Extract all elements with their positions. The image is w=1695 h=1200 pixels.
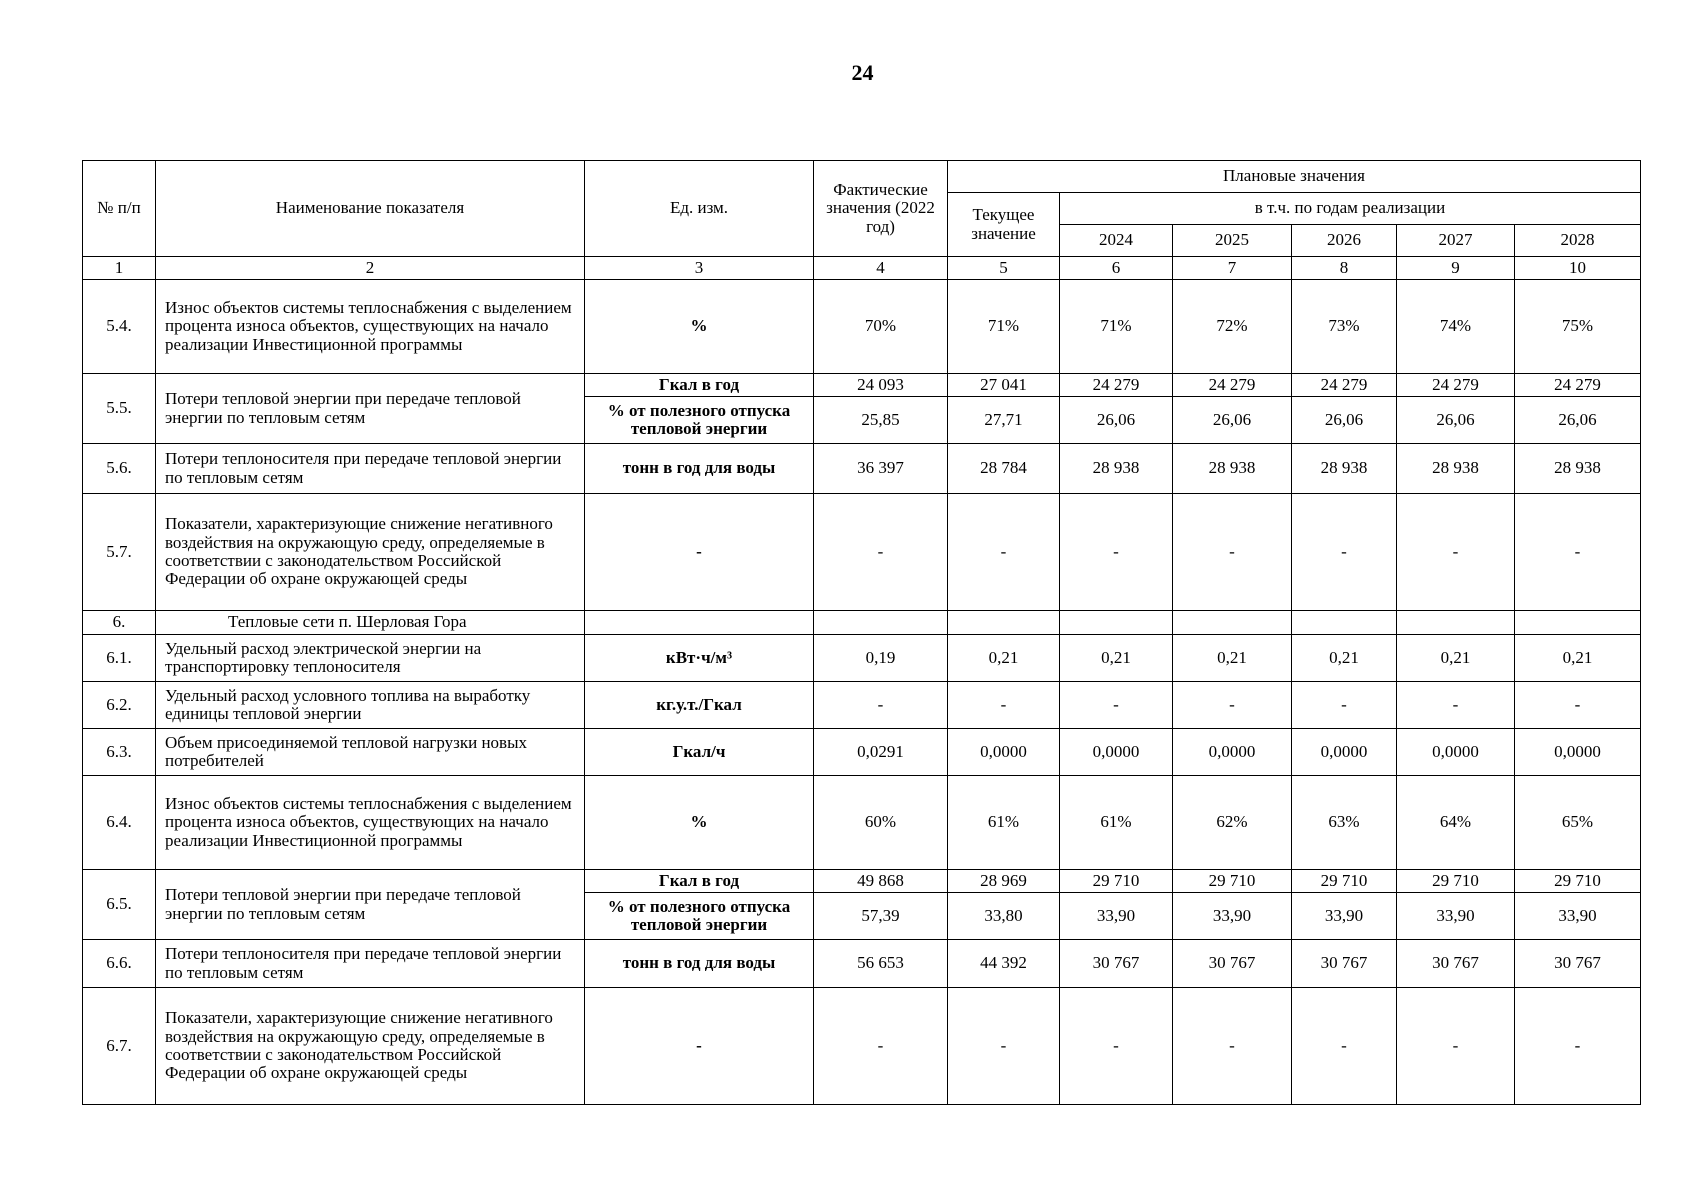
row-value: -: [814, 988, 948, 1105]
row-value: 61%: [948, 776, 1060, 870]
row-name: Потери тепловой энергии при передаче тепловой энергии по тепловым сетям: [156, 870, 585, 940]
table-row: [83, 494, 1641, 611]
row-value: 75%: [1515, 280, 1641, 374]
row-num: 6.1.: [83, 635, 156, 682]
page-number: 24: [851, 60, 874, 85]
row-value: 0,0000: [1397, 729, 1515, 776]
row-value: 33,90: [1060, 893, 1173, 940]
table-row: [83, 940, 1641, 988]
row-value: 0,19: [814, 635, 948, 682]
row-value: 57,39: [814, 893, 948, 940]
row-value: -: [814, 494, 948, 611]
col-number: 10: [1515, 257, 1641, 280]
row-value: 30 767: [1292, 940, 1397, 988]
row-num: 6.7.: [83, 988, 156, 1105]
row-value: 33,90: [1397, 893, 1515, 940]
row-unit: кг.у.т./Гкал: [585, 682, 814, 729]
row-value: -: [1515, 988, 1641, 1105]
row-value: 0,0291: [814, 729, 948, 776]
row-value: 63%: [1292, 776, 1397, 870]
row-value: -: [1173, 988, 1292, 1105]
row-value: 28 938: [1060, 444, 1173, 494]
row-unit: -: [585, 494, 814, 611]
header-year: 2028: [1515, 225, 1641, 257]
row-value: 56 653: [814, 940, 948, 988]
row-value: 0,21: [1397, 635, 1515, 682]
row-value: -: [1173, 682, 1292, 729]
row-name: Показатели, характеризующие снижение негативного воздействия на окружающую среду, определяемые в соответствии с законодательством Российской Федерации об охране окружающей среды: [156, 494, 585, 611]
row-num: 6.: [83, 611, 156, 635]
row-value: 71%: [948, 280, 1060, 374]
header-year: 2024: [1060, 225, 1173, 257]
col-number: 8: [1292, 257, 1397, 280]
row-unit: -: [585, 988, 814, 1105]
row-value: 72%: [1173, 280, 1292, 374]
row-value: 28 938: [1173, 444, 1292, 494]
table-row: [83, 280, 1641, 374]
row-unit: %: [585, 776, 814, 870]
row-value: -: [1060, 682, 1173, 729]
row-value: 28 938: [1515, 444, 1641, 494]
row-value: 0,21: [1173, 635, 1292, 682]
row-value: 30 767: [1173, 940, 1292, 988]
row-value: 71%: [1060, 280, 1173, 374]
section-title: Тепловые сети п. Шерловая Гора: [156, 611, 585, 635]
row-unit: % от полезного отпуска тепловой энергии: [585, 893, 814, 940]
row-value: 30 767: [1515, 940, 1641, 988]
row-value: 0,21: [948, 635, 1060, 682]
row-unit: кВт·ч/м³: [585, 635, 814, 682]
col-number: 1: [83, 257, 156, 280]
table-row: [83, 374, 1641, 397]
row-value: 28 969: [948, 870, 1060, 893]
row-value: 27,71: [948, 397, 1060, 444]
row-value: 0,0000: [1173, 729, 1292, 776]
table-row: [83, 444, 1641, 494]
row-name: Объем присоединяемой тепловой нагрузки новых потребителей: [156, 729, 585, 776]
row-value: 26,06: [1397, 397, 1515, 444]
row-name: Износ объектов системы теплоснабжения с выделением процента износа объектов, существующих на начало реализации Инвестиционной программы: [156, 280, 585, 374]
row-value: -: [1515, 494, 1641, 611]
row-num: 5.6.: [83, 444, 156, 494]
row-value: 24 093: [814, 374, 948, 397]
indicators-table: [82, 160, 1641, 1105]
header-year: 2025: [1173, 225, 1292, 257]
row-value: 0,21: [1292, 635, 1397, 682]
row-name: Потери тепловой энергии при передаче тепловой энергии по тепловым сетям: [156, 374, 585, 444]
row-num: 6.5.: [83, 870, 156, 940]
col-number: 5: [948, 257, 1060, 280]
row-value: 26,06: [1060, 397, 1173, 444]
table-row: [83, 870, 1641, 893]
header-by-years: в т.ч. по годам реализации: [1060, 193, 1641, 225]
row-value: 27 041: [948, 374, 1060, 397]
row-name: Потери теплоносителя при передаче тепловой энергии по тепловым сетям: [156, 444, 585, 494]
row-unit: %: [585, 280, 814, 374]
header-year: 2026: [1292, 225, 1397, 257]
row-value: 24 279: [1515, 374, 1641, 397]
row-value: 0,0000: [948, 729, 1060, 776]
table-row: [83, 776, 1641, 870]
table-row: [83, 682, 1641, 729]
row-num: 6.3.: [83, 729, 156, 776]
table-row: [83, 988, 1641, 1105]
row-value: -: [948, 494, 1060, 611]
row-value: 33,90: [1173, 893, 1292, 940]
header-year: 2027: [1397, 225, 1515, 257]
col-number: 2: [156, 257, 585, 280]
row-value: -: [1060, 494, 1173, 611]
row-name: Удельный расход условного топлива на выработку единицы тепловой энергии: [156, 682, 585, 729]
row-value: 0,21: [1515, 635, 1641, 682]
header-name: Наименование показателя: [156, 161, 585, 257]
col-number: 7: [1173, 257, 1292, 280]
row-value: 26,06: [1292, 397, 1397, 444]
row-num: 5.4.: [83, 280, 156, 374]
row-value: 62%: [1173, 776, 1292, 870]
row-value: 74%: [1397, 280, 1515, 374]
row-value: 24 279: [1397, 374, 1515, 397]
row-value: 28 784: [948, 444, 1060, 494]
row-value: -: [948, 988, 1060, 1105]
row-unit: тонн в год для воды: [585, 444, 814, 494]
row-value: -: [1515, 682, 1641, 729]
row-unit: Гкал/ч: [585, 729, 814, 776]
row-value: 28 938: [1397, 444, 1515, 494]
row-num: 5.7.: [83, 494, 156, 611]
row-value: 24 279: [1173, 374, 1292, 397]
table-row: [83, 729, 1641, 776]
row-value: 28 938: [1292, 444, 1397, 494]
row-value: -: [1060, 988, 1173, 1105]
row-num: 6.2.: [83, 682, 156, 729]
row-value: 29 710: [1173, 870, 1292, 893]
row-name: Показатели, характеризующие снижение негативного воздействия на окружающую среду, определяемые в соответствии с законодательством Российской Федерации об охране окружающей среды: [156, 988, 585, 1105]
row-unit: Гкал в год: [585, 870, 814, 893]
row-value: 30 767: [1060, 940, 1173, 988]
row-value: 25,85: [814, 397, 948, 444]
row-unit: тонн в год для воды: [585, 940, 814, 988]
row-value: -: [1397, 682, 1515, 729]
section-row: [83, 611, 1641, 635]
row-value: -: [948, 682, 1060, 729]
row-value: -: [814, 682, 948, 729]
row-value: 0,0000: [1060, 729, 1173, 776]
header-unit: Ед. изм.: [585, 161, 814, 257]
row-value: 29 710: [1060, 870, 1173, 893]
row-name: Удельный расход электрической энергии на транспортировку теплоносителя: [156, 635, 585, 682]
col-number: 6: [1060, 257, 1173, 280]
row-num: 6.4.: [83, 776, 156, 870]
row-value: 33,90: [1292, 893, 1397, 940]
row-value: 61%: [1060, 776, 1173, 870]
header-planned: Плановые значения: [948, 161, 1641, 193]
row-value: 0,21: [1060, 635, 1173, 682]
row-value: 29 710: [1515, 870, 1641, 893]
row-value: -: [1292, 494, 1397, 611]
row-value: 49 868: [814, 870, 948, 893]
row-value: 33,80: [948, 893, 1060, 940]
row-num: 5.5.: [83, 374, 156, 444]
row-value: 29 710: [1292, 870, 1397, 893]
row-value: 30 767: [1397, 940, 1515, 988]
header-actual: Фактические значения (2022 год): [814, 161, 948, 257]
row-unit: Гкал в год: [585, 374, 814, 397]
header-num: № п/п: [83, 161, 156, 257]
row-value: 73%: [1292, 280, 1397, 374]
row-value: -: [1292, 988, 1397, 1105]
row-value: 0,0000: [1292, 729, 1397, 776]
row-value: 0,0000: [1515, 729, 1641, 776]
row-value: -: [1397, 494, 1515, 611]
header-current: Текущее значение: [948, 193, 1060, 257]
row-value: 44 392: [948, 940, 1060, 988]
row-unit: % от полезного отпуска тепловой энергии: [585, 397, 814, 444]
row-value: -: [1173, 494, 1292, 611]
col-number: 9: [1397, 257, 1515, 280]
col-number: 4: [814, 257, 948, 280]
row-value: 65%: [1515, 776, 1641, 870]
row-num: 6.6.: [83, 940, 156, 988]
row-value: 26,06: [1515, 397, 1641, 444]
row-value: 33,90: [1515, 893, 1641, 940]
row-name: Потери теплоносителя при передаче тепловой энергии по тепловым сетям: [156, 940, 585, 988]
row-value: 29 710: [1397, 870, 1515, 893]
row-value: 24 279: [1292, 374, 1397, 397]
row-value: -: [1397, 988, 1515, 1105]
table-row: [83, 635, 1641, 682]
col-number: 3: [585, 257, 814, 280]
row-value: -: [1292, 682, 1397, 729]
row-value: 24 279: [1060, 374, 1173, 397]
row-value: 26,06: [1173, 397, 1292, 444]
row-name: Износ объектов системы теплоснабжения с выделением процента износа объектов, существующих на начало реализации Инвестиционной программы: [156, 776, 585, 870]
row-value: 60%: [814, 776, 948, 870]
row-value: 36 397: [814, 444, 948, 494]
row-value: 70%: [814, 280, 948, 374]
row-value: 64%: [1397, 776, 1515, 870]
